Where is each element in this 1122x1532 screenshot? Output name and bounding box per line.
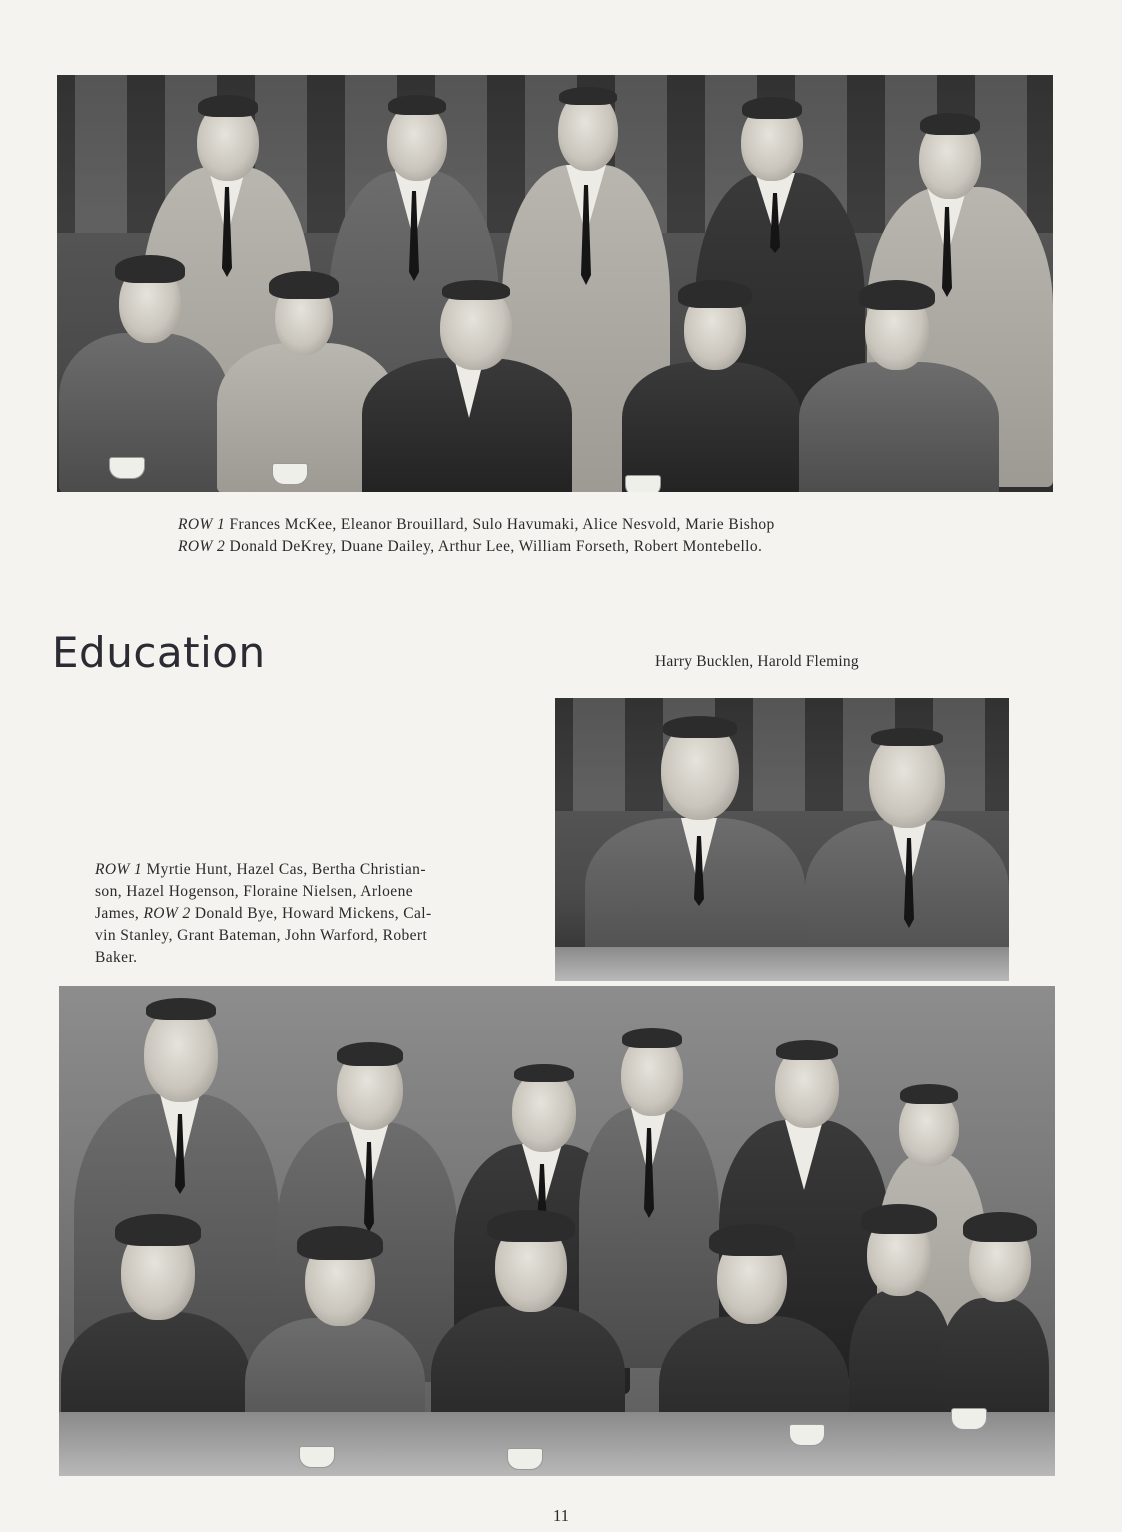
desk — [555, 947, 1009, 981]
table — [59, 1412, 1055, 1476]
small-photo-caption: Harry Bucklen, Harold Fleming — [655, 653, 859, 670]
education-caption — [95, 859, 519, 969]
caption-row-2 — [178, 536, 775, 558]
coffee-cup — [299, 1446, 335, 1468]
row-label: ROW 2 — [178, 538, 226, 555]
caption-line: vin Stanley, Grant Bateman, John Warford, Robert — [95, 927, 428, 944]
coffee-cup — [789, 1424, 825, 1446]
row-label: ROW 1 — [178, 516, 226, 533]
caption-line: son, Hazel Hogenson, Floraine Nielsen, Arloene — [95, 883, 413, 900]
caption-line: ROW 1 Myrtie Hunt, Hazel Cas, Bertha Christian- — [95, 861, 426, 878]
row-names: Donald DeKrey, Duane Dailey, Arthur Lee, William Forseth, Robert Montebello. — [229, 538, 763, 555]
caption-line: James, ROW 2 Donald Bye, Howard Mickens, Cal- — [95, 905, 432, 922]
page-number: 11 — [552, 1506, 570, 1525]
coffee-cup — [507, 1448, 543, 1470]
row-label: ROW 2 — [143, 905, 191, 922]
caption-row-1 — [178, 514, 775, 536]
caption-line: Baker. — [95, 949, 138, 966]
small-portrait-photo — [555, 698, 1009, 981]
coffee-cup — [272, 463, 308, 485]
row-names: Frances McKee, Eleanor Brouillard, Sulo Havumaki, Alice Nesvold, Marie Bishop — [229, 516, 775, 533]
top-photo-caption — [178, 514, 775, 558]
coffee-cup — [109, 457, 145, 479]
section-title: Education — [52, 628, 266, 677]
coffee-cup — [625, 475, 661, 492]
education-group-photo — [59, 986, 1055, 1476]
row-label: ROW 1 — [95, 861, 143, 878]
top-group-photo — [57, 75, 1053, 492]
coffee-cup — [951, 1408, 987, 1430]
